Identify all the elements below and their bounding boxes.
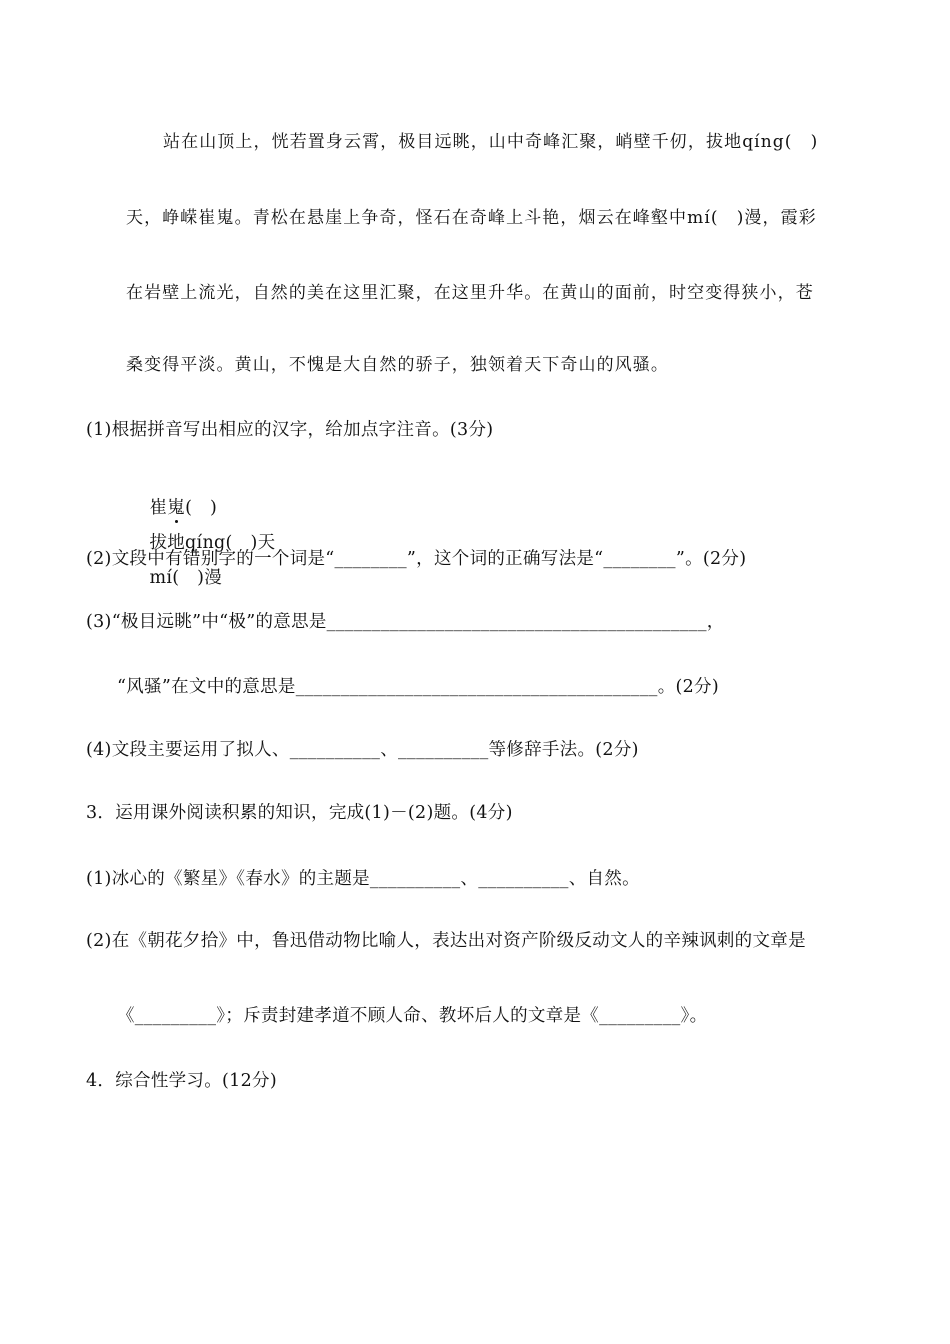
question-2-4: (4)文段主要运用了拟人、__________、__________等修辞手法。(2分) xyxy=(86,740,639,760)
item-cuiwei-blank: ( ) xyxy=(185,497,218,518)
question-2-2: (2)文段中有错别字的一个词是“________”，这个词的正确写法是“________”。(2分) xyxy=(86,549,747,569)
item-cuiwei-dotted-char: 嵬 xyxy=(167,497,186,518)
question-3-title: 3．运用课外阅读积累的知识，完成(1)－(2)题。(4分) xyxy=(86,803,513,823)
question-4-title: 4．综合性学习。(12分) xyxy=(86,1071,277,1091)
question-2-1-prompt: (1)根据拼音写出相应的汉字，给加点字注音。(3分) xyxy=(86,420,494,440)
passage-line-2: 天，峥嵘崔嵬。青松在悬崖上争奇，怪石在奇峰上斗艳，烟云在峰壑中mí( )漫，霞彩 xyxy=(126,208,817,228)
question-3-2-line-1: (2)在《朝花夕拾》中，鲁迅借动物比喻人，表达出对资产阶级反动文人的辛辣讽刺的文章是 xyxy=(86,931,806,951)
item-qing-blank: 拔地qíng( )天 xyxy=(149,532,276,553)
question-2-1-items xyxy=(126,482,275,605)
question-3-1: (1)冰心的《繁星》《春水》的主题是__________、__________、自然。 xyxy=(86,869,640,889)
passage-line-4: 桑变得平淡。黄山，不愧是大自然的骄子，独领着天下奇山的风骚。 xyxy=(126,355,669,375)
question-2-3-line-1: (3)“极目远眺”中“极”的意思是__________________________________________， xyxy=(86,612,725,632)
item-cuiwei-prefix: 崔 xyxy=(149,497,168,518)
passage-line-1: 站在山顶上，恍若置身云霄，极目远眺，山中奇峰汇聚，峭壁千仞，拔地qíng( ) xyxy=(163,132,819,152)
question-2-3-line-2: “风骚”在文中的意思是________________________________________。(2分) xyxy=(117,677,719,697)
item-mi-blank: mí( )漫 xyxy=(149,567,223,588)
passage-line-3: 在岩壁上流光，自然的美在这里汇聚，在这里升华。在黄山的面前，时空变得狭小，苍 xyxy=(126,283,814,303)
question-3-2-line-2: 《_________》；斥责封建孝道不顾人命、教坏后人的文章是《_________》。 xyxy=(117,1006,708,1026)
